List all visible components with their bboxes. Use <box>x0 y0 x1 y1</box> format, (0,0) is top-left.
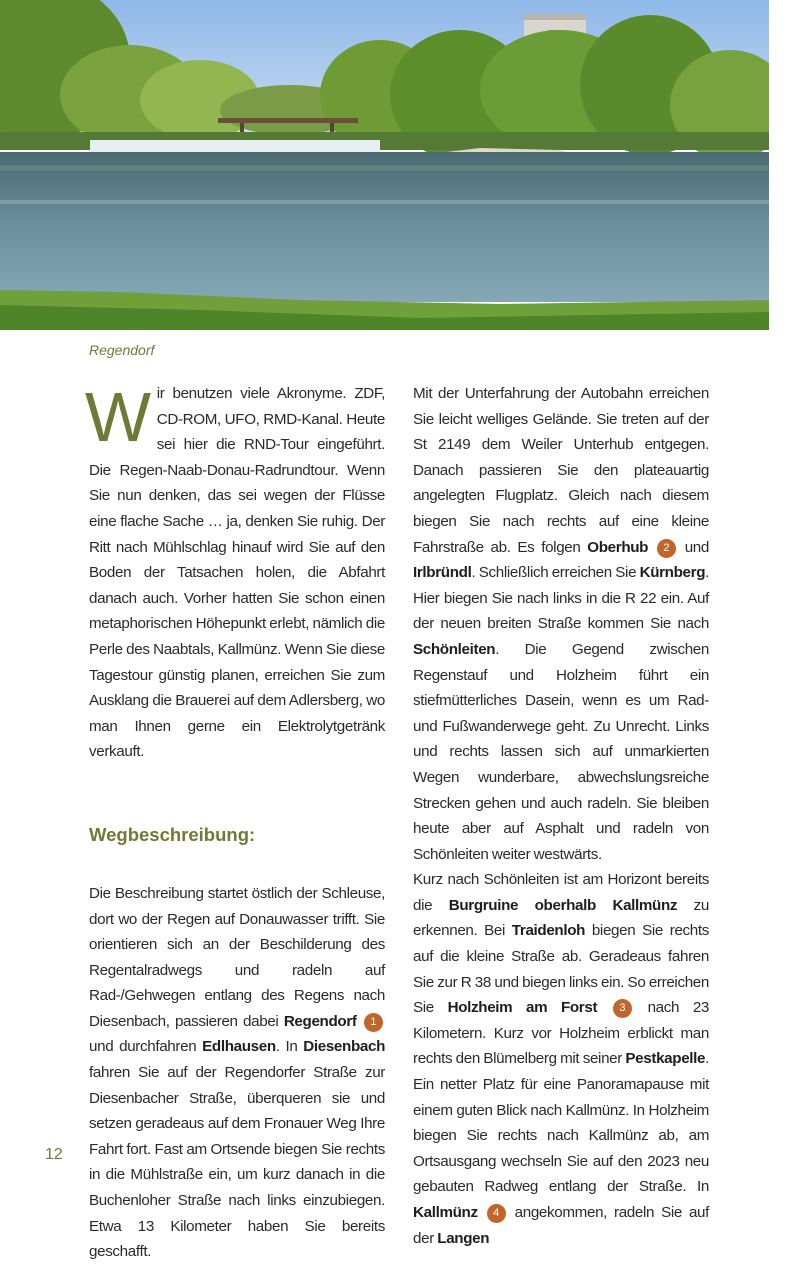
route-paragraph-2 <box>413 381 709 867</box>
text-run: und durchfahren <box>89 1038 203 1056</box>
place-irlbruendl: Irlbründl <box>413 564 472 582</box>
intro-paragraph <box>85 378 385 765</box>
place-kuernberg: Kürnberg <box>639 564 706 582</box>
photo-caption: Regendorf <box>89 342 155 358</box>
drop-cap: W <box>85 378 151 456</box>
text-run: . Die Gegend zwischen Regenstauf und Holzheim führt ein stiefmütterliches Dasein, wenn es um Rad- und Fußwanderwege geht. Zu Unrecht. Links und rechts lassen sich auf unmarkierten Wegen wunderbare, abwechslungsreiche Strecken gehen und auch radeln. Sie bleiben heute aber auf Asphalt und radeln von Schönleiten weiter westwärts. <box>413 640 709 863</box>
text-run: . Ein netter Platz für eine Panoramapause mit einem guten Blick nach Kallmünz. In Holzheim biegen Sie rechts nach Kallmünz ab, am Ortsausgang wechseln Sie auf den 2023 neu gebauten Radweg entlang der Straße. In <box>413 1050 709 1196</box>
place-oberhub: Oberhub <box>587 538 649 556</box>
left-column <box>85 378 386 1265</box>
text-run: und <box>677 538 709 556</box>
text-run: Mit der Unterfahrung der Autobahn erreichen Sie leicht welliges Gelände. Sie treten auf der St 2149 dem Weiler Unterhub entgegen. Danach passieren Sie den plateauartig angelegten Flugplatz. Gleich nach diesem biegen Sie nach rechts auf eine kleine Fahrstraße ab. Es folgen <box>413 385 709 556</box>
text-run: Die Beschreibung startet östlich der Schleuse, dort wo der Regen auf Donauwasser trifft. Sie orientieren sich an der Beschilderung des Regentalradwegs und radeln auf Rad-/Gehwegen entlang des Regens nach Diesenbach, passieren dabei <box>89 884 385 1030</box>
text-run: Kurz nach Schönleiten ist am Horizont bereits die <box>413 871 709 914</box>
place-schoenleiten: Schönleiten <box>413 640 496 658</box>
text-run: nach 23 Kilometern. Kurz vor Holzheim erblickt man rechts den Blümelberg mit seiner <box>413 999 710 1068</box>
waypoint-marker-1: 1 <box>364 1013 383 1032</box>
route-paragraph-3 <box>413 867 709 1251</box>
text-run: fahren Sie auf der Regendorfer Straße zur Diesenbacher Straße, überqueren sie und setzen geradeaus auf dem Fronauer Weg Ihre Fahrt fort. Fast am Ortsende biegen Sie rechts in die Mühlstraße ein, um kurz danach in die Buchenloher Straße nach links einzubiegen. Etwa 13 Kilometer haben Sie bereits geschafft. <box>89 1064 385 1261</box>
place-regendorf: Regendorf <box>283 1012 357 1030</box>
text-run: biegen Sie rechts auf die kleine Straße ab. Geradeaus fahren Sie zur R 38 und biegen links ein. So erreichen Sie <box>413 922 709 1017</box>
text-run: zu erkennen. Bei <box>413 896 709 940</box>
place-burgruine: Burgruine oberhalb Kallmünz <box>448 896 678 914</box>
place-langen: Langen <box>437 1229 490 1247</box>
text-run: angekommen, radeln Sie auf der <box>413 1204 710 1247</box>
waypoint-marker-3: 3 <box>613 999 632 1018</box>
intro-text: ir benutzen viele Akronyme. ZDF, CD-ROM, UFO, RMD-Kanal. Heute sei hier die RND-Tour eingeführt. Die Regen-Naab-Donau-Radrundtour. Wenn Sie nun denken, das sei wegen der Flüsse eine flache Sache … ja, denken Sie ruhig. Der Ritt nach Mühlschlag hinauf wird Sie auf den Boden der Tatsachen holen, die Abfahrt danach auch. Vorher hatten Sie schon einen metaphorischen Höhepunkt erlebt, nämlich die Perle des Naabtals, Kallmünz. Wenn Sie diese Tagestour günstig planen, erreichen Sie zum Ausklang die Brauerei auf dem Adlersberg, wo man Ihnen gerne ein Elektrolytgetränk verkauft. <box>89 385 385 761</box>
place-edlhausen: Edlhausen <box>202 1038 276 1056</box>
right-column <box>413 381 709 1251</box>
river-landscape-photo <box>0 0 769 330</box>
place-holzheim: Holzheim am Forst <box>447 999 598 1017</box>
text-run: . In <box>275 1038 304 1056</box>
route-paragraph-1 <box>89 881 385 1265</box>
place-diesenbach: Diesenbach <box>303 1038 386 1056</box>
place-pestkapelle: Pestkapelle <box>625 1050 706 1068</box>
section-heading: Wegbeschreibung: <box>89 823 256 845</box>
text-run: . Hier biegen Sie nach links in die R 22 ein. Auf der neuen breiten Straße kommen Sie nach <box>413 564 709 633</box>
river-landscape-icon <box>0 0 769 330</box>
waypoint-marker-4: 4 <box>487 1204 506 1223</box>
text-run: . Schließlich erreichen Sie <box>471 564 640 582</box>
place-traidenloh: Traidenloh <box>511 922 586 940</box>
waypoint-marker-2: 2 <box>657 539 676 558</box>
page-number: 12 <box>45 1146 63 1163</box>
place-kallmuenz: Kallmünz <box>413 1204 478 1221</box>
